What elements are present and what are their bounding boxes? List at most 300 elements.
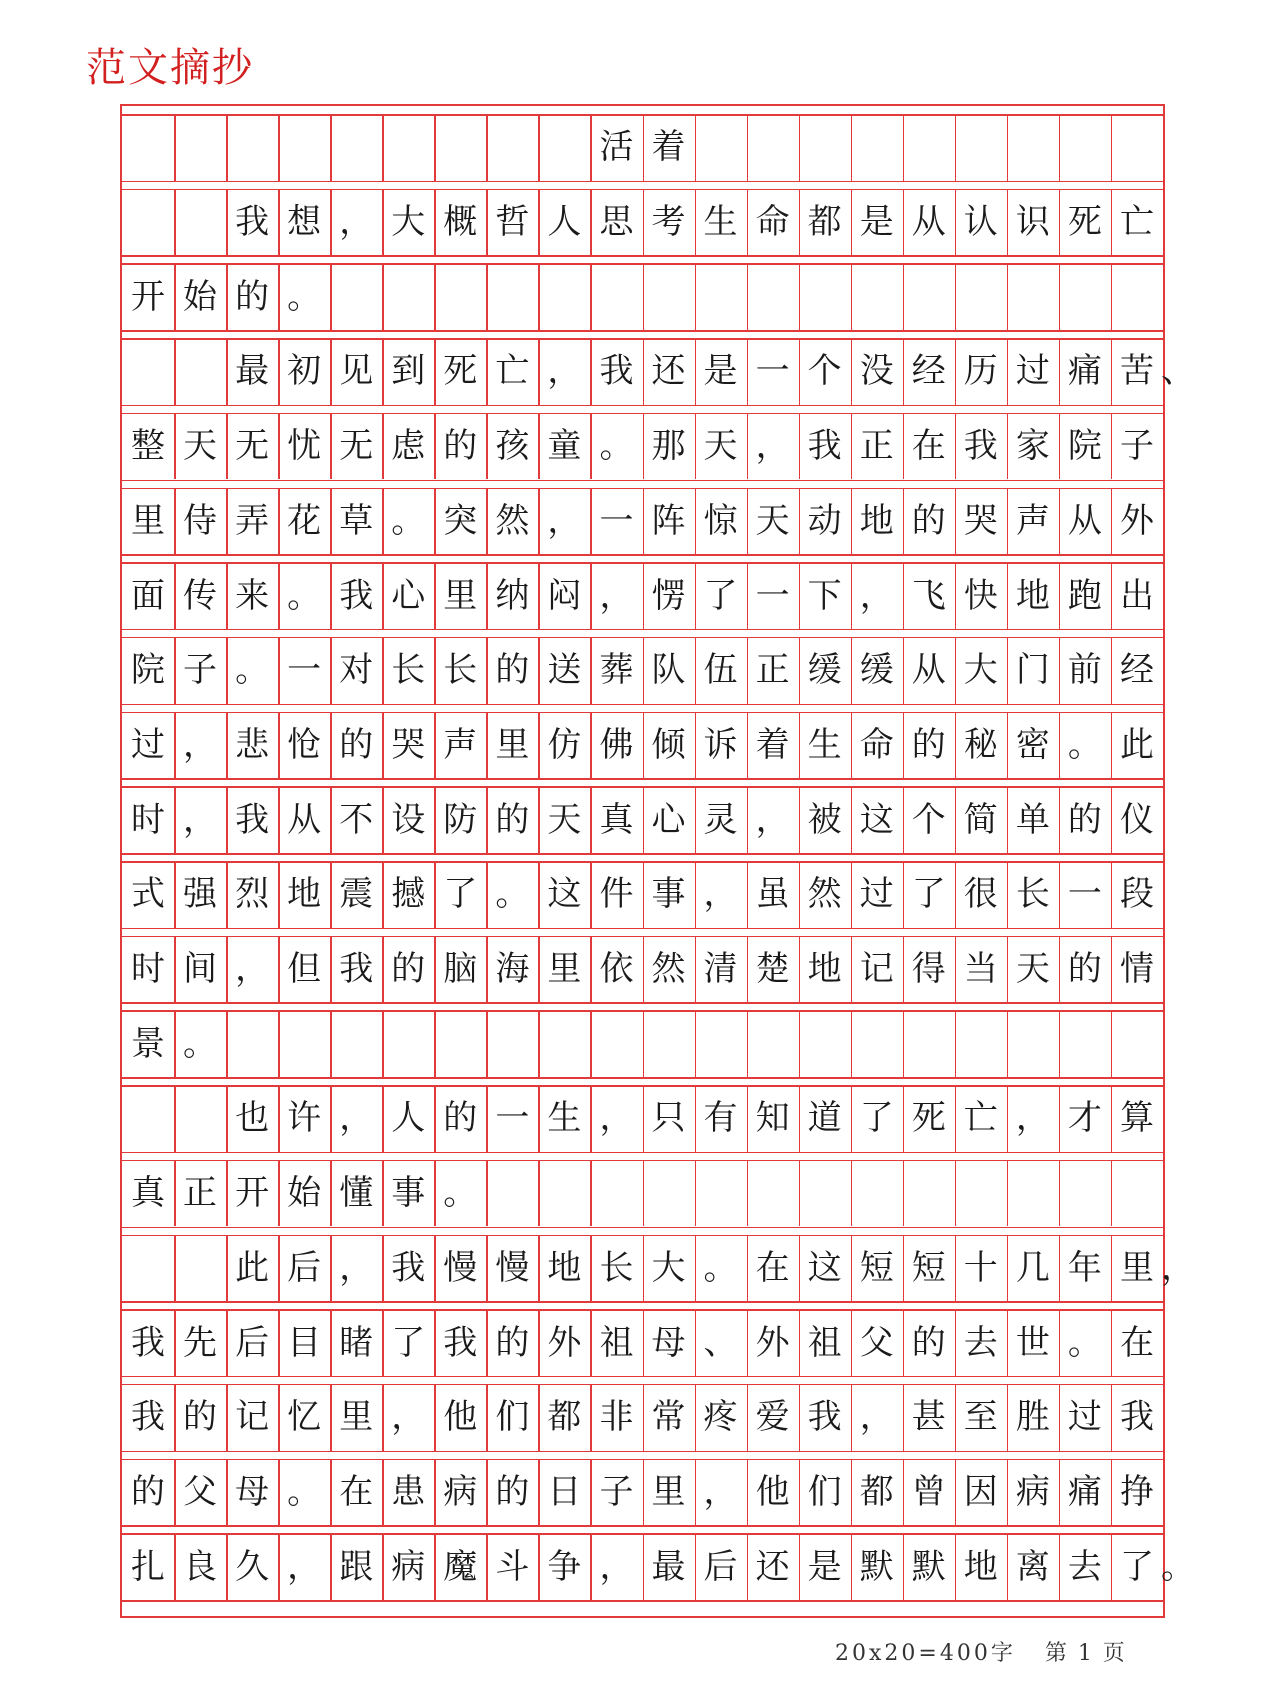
grid-line [122, 1451, 1163, 1453]
grid-line [799, 1010, 801, 1077]
grid-character: 依 [599, 949, 634, 990]
grid-character: 病 [1015, 1471, 1050, 1512]
grid-character: 后 [287, 1247, 322, 1288]
grid-character: 的 [1067, 949, 1102, 990]
grid-character: 的 [911, 500, 946, 541]
grid-line [278, 114, 280, 181]
grid-character: 生 [807, 724, 842, 765]
grid-character: 我 [963, 426, 998, 467]
grid-character: 许 [287, 1098, 322, 1139]
grid-character: 的 [391, 949, 426, 990]
grid-character: 我 [1119, 1397, 1154, 1438]
grid-line [330, 114, 332, 181]
grid-character: 这 [547, 874, 582, 915]
grid-line [174, 1235, 176, 1302]
grid-character: 死 [911, 1098, 946, 1139]
grid-character: 生 [703, 202, 738, 243]
grid-character: 对 [339, 650, 374, 691]
grid-character: 过 [859, 874, 894, 915]
grid-character: 了 [703, 575, 738, 616]
grid-line [434, 114, 436, 181]
grid-line [122, 480, 1163, 482]
grid-character: 里 [547, 949, 582, 990]
grid-line [747, 1160, 749, 1227]
grid-line [122, 778, 1163, 780]
grid-character: 亡 [495, 351, 530, 392]
grid-character: 我 [599, 351, 634, 392]
grid-character: 几 [1015, 1247, 1050, 1288]
grid-character: 只 [651, 1098, 686, 1139]
grid-line [590, 263, 592, 330]
grid-line [330, 1010, 332, 1077]
grid-character: 地 [1015, 575, 1050, 616]
grid-character: 一 [599, 500, 634, 541]
grid-character: 从 [287, 799, 322, 840]
grid-character: ， [703, 874, 738, 915]
grid-character: 侍 [183, 500, 218, 541]
grid-line [695, 114, 697, 181]
grid-character: 我 [807, 1397, 842, 1438]
grid-character: 是 [859, 202, 894, 243]
grid-line [122, 1002, 1163, 1004]
grid-character: 地 [807, 949, 842, 990]
grid-character: 他 [443, 1397, 478, 1438]
grid-character: 弄 [235, 500, 270, 541]
grid-character: 我 [235, 799, 270, 840]
grid-character: 最 [235, 351, 270, 392]
grid-line [122, 629, 1163, 631]
grid-character: 是 [703, 351, 738, 392]
grid-line [382, 114, 384, 181]
grid-line [122, 330, 1163, 332]
grid-line [1007, 1160, 1009, 1227]
grid-character: 这 [807, 1247, 842, 1288]
grid-character: 是 [807, 1546, 842, 1587]
grid-character: 心 [391, 575, 426, 616]
grid-character: 们 [807, 1471, 842, 1512]
grid-character: 。 [1067, 1322, 1102, 1363]
grid-character: ， [1015, 1098, 1050, 1139]
grid-character: 去 [963, 1322, 998, 1363]
grid-character: 死 [443, 351, 478, 392]
grid-character: 一 [755, 351, 790, 392]
grid-line [955, 114, 957, 181]
grid-character: 前 [1067, 650, 1102, 691]
grid-character: 到 [391, 351, 426, 392]
composition-grid-paper [120, 104, 1195, 1618]
grid-character: 简 [963, 799, 998, 840]
grid-character: 家 [1015, 426, 1050, 467]
grid-character: 设 [391, 799, 426, 840]
grid-line [122, 554, 1163, 556]
grid-line [851, 1160, 853, 1227]
grid-character: 下 [807, 575, 842, 616]
grid-line [226, 1010, 228, 1077]
grid-line [122, 1152, 1163, 1154]
grid-line [538, 263, 540, 330]
grid-line [851, 263, 853, 330]
grid-character: ， [599, 1546, 634, 1587]
grid-character: 了 [859, 1098, 894, 1139]
grid-character: 。 [287, 276, 322, 317]
page-number-label: 第 1 页 [1044, 1641, 1127, 1666]
page-footer [835, 1636, 1127, 1667]
grid-line [747, 1010, 749, 1077]
grid-character: 都 [547, 1397, 582, 1438]
grid-line [1111, 1160, 1113, 1227]
grid-character: 出 [1119, 575, 1154, 616]
grid-line [538, 1160, 540, 1227]
grid-character: 仿 [547, 724, 582, 765]
grid-character: 历 [963, 351, 998, 392]
grid-line [695, 1160, 697, 1227]
grid-line [643, 263, 645, 330]
grid-character: 地 [287, 874, 322, 915]
grid-character: 天 [183, 426, 218, 467]
grid-line [122, 1077, 1163, 1079]
grid-character: 传 [183, 575, 218, 616]
grid-character: 的 [183, 1397, 218, 1438]
grid-line [174, 114, 176, 181]
grid-character: 子 [183, 650, 218, 691]
grid-line [226, 114, 228, 181]
grid-line [1007, 263, 1009, 330]
grid-character: 母 [651, 1322, 686, 1363]
grid-character: 时 [131, 949, 165, 990]
grid-character: 跟 [339, 1546, 374, 1587]
grid-character: 命 [755, 202, 790, 243]
grid-character: ， [287, 1546, 322, 1587]
grid-character: 震 [339, 874, 374, 915]
grid-character: 十 [963, 1247, 998, 1288]
grid-character: 。 [703, 1247, 738, 1288]
grid-character: 见 [339, 351, 374, 392]
grid-character: 个 [911, 799, 946, 840]
grid-character: 。 [1067, 724, 1102, 765]
grid-character: 初 [287, 351, 322, 392]
grid-character: 飞 [911, 575, 946, 616]
grid-character: 送 [547, 650, 582, 691]
grid-character: 。 [235, 650, 270, 691]
grid-line [1111, 1010, 1113, 1077]
grid-character: 着 [651, 127, 686, 168]
grid-character: 考 [651, 202, 686, 243]
grid-character: 花 [287, 500, 322, 541]
grid-character: 大 [963, 650, 998, 691]
grid-character: 伍 [703, 650, 738, 691]
grid-character: 斗 [495, 1546, 530, 1587]
grid-character: 子 [599, 1471, 634, 1512]
grid-line [747, 114, 749, 181]
grid-character: 地 [859, 500, 894, 541]
grid-line [278, 1010, 280, 1077]
grid-character: 母 [235, 1471, 270, 1512]
grid-character: 阵 [651, 500, 686, 541]
grid-line [330, 263, 332, 330]
grid-character: 的 [495, 1471, 530, 1512]
grid-character: 慢 [495, 1247, 530, 1288]
grid-line [1007, 114, 1009, 181]
grid-character: 甚 [911, 1397, 946, 1438]
grid-line [122, 181, 1163, 183]
grid-line [122, 1525, 1163, 1527]
grid-character: 一 [1067, 874, 1102, 915]
grid-character: 的 [443, 426, 478, 467]
grid-character: 睹 [339, 1322, 374, 1363]
grid-character: 正 [755, 650, 790, 691]
grid-character: ， [235, 949, 270, 990]
grid-character: 经 [911, 351, 946, 392]
grid-character: 跑 [1067, 575, 1102, 616]
grid-character: 的 [911, 724, 946, 765]
grid-line [122, 928, 1163, 930]
grid-line [747, 263, 749, 330]
grid-character: 我 [131, 1397, 165, 1438]
grid-character: ， [1161, 1247, 1195, 1288]
grid-character: 我 [131, 1322, 165, 1363]
grid-character: 苦 [1119, 351, 1154, 392]
grid-character: 。 [443, 1173, 478, 1214]
grid-character: 我 [339, 949, 374, 990]
grid-character: 从 [911, 202, 946, 243]
grid-character: 想 [287, 202, 322, 243]
grid-character: 的 [131, 1471, 165, 1512]
grid-character: 一 [287, 650, 322, 691]
grid-character: 哲 [495, 202, 530, 243]
grid-character: 缓 [859, 650, 894, 691]
grid-character: 被 [807, 799, 842, 840]
grid-character: 清 [703, 949, 738, 990]
grid-character: 人 [547, 202, 582, 243]
grid-character: 动 [807, 500, 842, 541]
grid-character: 的 [495, 650, 530, 691]
grid-character: 此 [1119, 724, 1154, 765]
grid-character: 过 [1015, 351, 1050, 392]
grid-character: 里 [651, 1471, 686, 1512]
grid-character: 魔 [443, 1546, 478, 1587]
grid-character: 父 [183, 1471, 218, 1512]
grid-character: 然 [807, 874, 842, 915]
grid-line [486, 114, 488, 181]
grid-character: 声 [443, 724, 478, 765]
grid-character: 。 [495, 874, 530, 915]
grid-character: 子 [1119, 426, 1154, 467]
grid-character: 先 [183, 1322, 218, 1363]
grid-character: 院 [131, 650, 165, 691]
grid-character: ， [183, 799, 218, 840]
grid-character: 世 [1015, 1322, 1050, 1363]
grid-character: 久 [235, 1546, 270, 1587]
grid-character: 去 [1067, 1546, 1102, 1587]
grid-character: 院 [1067, 426, 1102, 467]
grid-character: ， [547, 351, 582, 392]
grid-character: 佛 [599, 724, 634, 765]
grid-character: 忆 [287, 1397, 322, 1438]
grid-character: 天 [755, 500, 790, 541]
grid-character: 景 [131, 1023, 165, 1064]
grid-line [1059, 1160, 1061, 1227]
grid-character: 间 [183, 949, 218, 990]
grid-character: 都 [807, 202, 842, 243]
grid-character: 虑 [391, 426, 426, 467]
grid-character: 了 [911, 874, 946, 915]
grid-line [382, 1010, 384, 1077]
grid-character: 始 [183, 276, 218, 317]
grid-character: ， [599, 1098, 634, 1139]
grid-line [486, 1160, 488, 1227]
grid-character: 病 [443, 1471, 478, 1512]
grid-character: 。 [183, 1023, 218, 1064]
grid-line [382, 263, 384, 330]
grid-character: 在 [1119, 1322, 1154, 1363]
grid-character: 常 [651, 1397, 686, 1438]
grid-line [590, 1010, 592, 1077]
grid-character: 一 [495, 1098, 530, 1139]
grid-character: 心 [651, 799, 686, 840]
grid-character: 亡 [963, 1098, 998, 1139]
grid-character: 最 [651, 1546, 686, 1587]
grid-line [122, 1376, 1163, 1378]
grid-character: 愣 [651, 575, 686, 616]
grid-character: ， [859, 1397, 894, 1438]
grid-character: 脑 [443, 949, 478, 990]
grid-line [486, 1010, 488, 1077]
grid-character: 经 [1119, 650, 1154, 691]
grid-character: 开 [131, 276, 165, 317]
grid-character: 惊 [703, 500, 738, 541]
grid-character: 记 [859, 949, 894, 990]
grid-character: 痛 [1067, 351, 1102, 392]
grid-character: 撼 [391, 874, 426, 915]
grid-character: 还 [755, 1546, 790, 1587]
grid-character: 道 [807, 1098, 842, 1139]
grid-character: 非 [599, 1397, 634, 1438]
grid-character: 草 [339, 500, 374, 541]
grid-character: 从 [911, 650, 946, 691]
grid-character: 灵 [703, 799, 738, 840]
grid-character: 诉 [703, 724, 738, 765]
grid-character: 很 [963, 874, 998, 915]
grid-character: 然 [651, 949, 686, 990]
grid-character: 疼 [703, 1397, 738, 1438]
grid-character: 里 [131, 500, 165, 541]
grid-character: 有 [703, 1098, 738, 1139]
grid-character: 但 [287, 949, 322, 990]
grid-character: 在 [339, 1471, 374, 1512]
grid-character: ， [547, 500, 582, 541]
grid-character: 死 [1067, 202, 1102, 243]
grid-character: 爱 [755, 1397, 790, 1438]
grid-character: 的 [911, 1322, 946, 1363]
grid-character: 、 [1161, 351, 1195, 392]
grid-line [174, 1085, 176, 1152]
grid-character: 我 [443, 1322, 478, 1363]
grid-character: 活 [599, 127, 634, 168]
grid-character: ， [599, 575, 634, 616]
grid-character: 痛 [1067, 1471, 1102, 1512]
grid-line [434, 1010, 436, 1077]
character-count-label: 20x20=400字 [835, 1641, 1016, 1666]
grid-character: 当 [963, 949, 998, 990]
grid-character: 亡 [1119, 202, 1154, 243]
grid-character: ， [755, 426, 790, 467]
grid-line [122, 1600, 1163, 1602]
grid-character: 个 [807, 351, 842, 392]
grid-character: 件 [599, 874, 634, 915]
grid-character: 默 [911, 1546, 946, 1587]
grid-character: 挣 [1119, 1471, 1154, 1512]
grid-character: 长 [391, 650, 426, 691]
grid-line [538, 114, 540, 181]
grid-character: 开 [235, 1173, 270, 1214]
grid-line [1059, 1010, 1061, 1077]
grid-line [122, 1227, 1163, 1229]
grid-character: ， [339, 202, 374, 243]
grid-character: 胜 [1015, 1397, 1050, 1438]
grid-character: 孩 [495, 426, 530, 467]
grid-character: 然 [495, 500, 530, 541]
grid-character: 段 [1119, 874, 1154, 915]
grid-character: 曾 [911, 1471, 946, 1512]
grid-character: ， [183, 724, 218, 765]
grid-character: 一 [755, 575, 790, 616]
grid-character: 父 [859, 1322, 894, 1363]
grid-character: 无 [339, 426, 374, 467]
grid-character: ， [859, 575, 894, 616]
grid-line [122, 405, 1163, 407]
grid-character: 怆 [287, 724, 322, 765]
grid-character: 也 [235, 1098, 270, 1139]
grid-character: 着 [755, 724, 790, 765]
grid-character: 仪 [1119, 799, 1154, 840]
grid-line [122, 255, 1163, 257]
grid-character: 大 [651, 1247, 686, 1288]
grid-character: 的 [235, 276, 270, 317]
grid-character: 长 [599, 1247, 634, 1288]
grid-character: 天 [703, 426, 738, 467]
grid-line [174, 338, 176, 405]
grid-character: 整 [131, 426, 165, 467]
grid-line [434, 263, 436, 330]
grid-character: ， [703, 1471, 738, 1512]
grid-character: 队 [651, 650, 686, 691]
grid-character: 快 [963, 575, 998, 616]
grid-character: 祖 [599, 1322, 634, 1363]
grid-character: 海 [495, 949, 530, 990]
grid-line [955, 1010, 957, 1077]
grid-character: 忧 [287, 426, 322, 467]
grid-character: 了 [1119, 1546, 1154, 1587]
grid-character: 知 [755, 1098, 790, 1139]
grid-line [903, 1160, 905, 1227]
grid-character: 外 [547, 1322, 582, 1363]
grid-character: ， [339, 1098, 374, 1139]
grid-character: 的 [443, 1098, 478, 1139]
grid-line [643, 1160, 645, 1227]
grid-character: 里 [1119, 1247, 1154, 1288]
grid-character: 没 [859, 351, 894, 392]
grid-character: 病 [391, 1546, 426, 1587]
grid-character: 我 [235, 202, 270, 243]
grid-character: 从 [1067, 500, 1102, 541]
grid-line [955, 263, 957, 330]
grid-character: 式 [131, 874, 165, 915]
grid-line [799, 114, 801, 181]
grid-character: 时 [131, 799, 165, 840]
grid-character: 因 [963, 1471, 998, 1512]
grid-character: 良 [183, 1546, 218, 1587]
grid-character: 目 [287, 1322, 322, 1363]
